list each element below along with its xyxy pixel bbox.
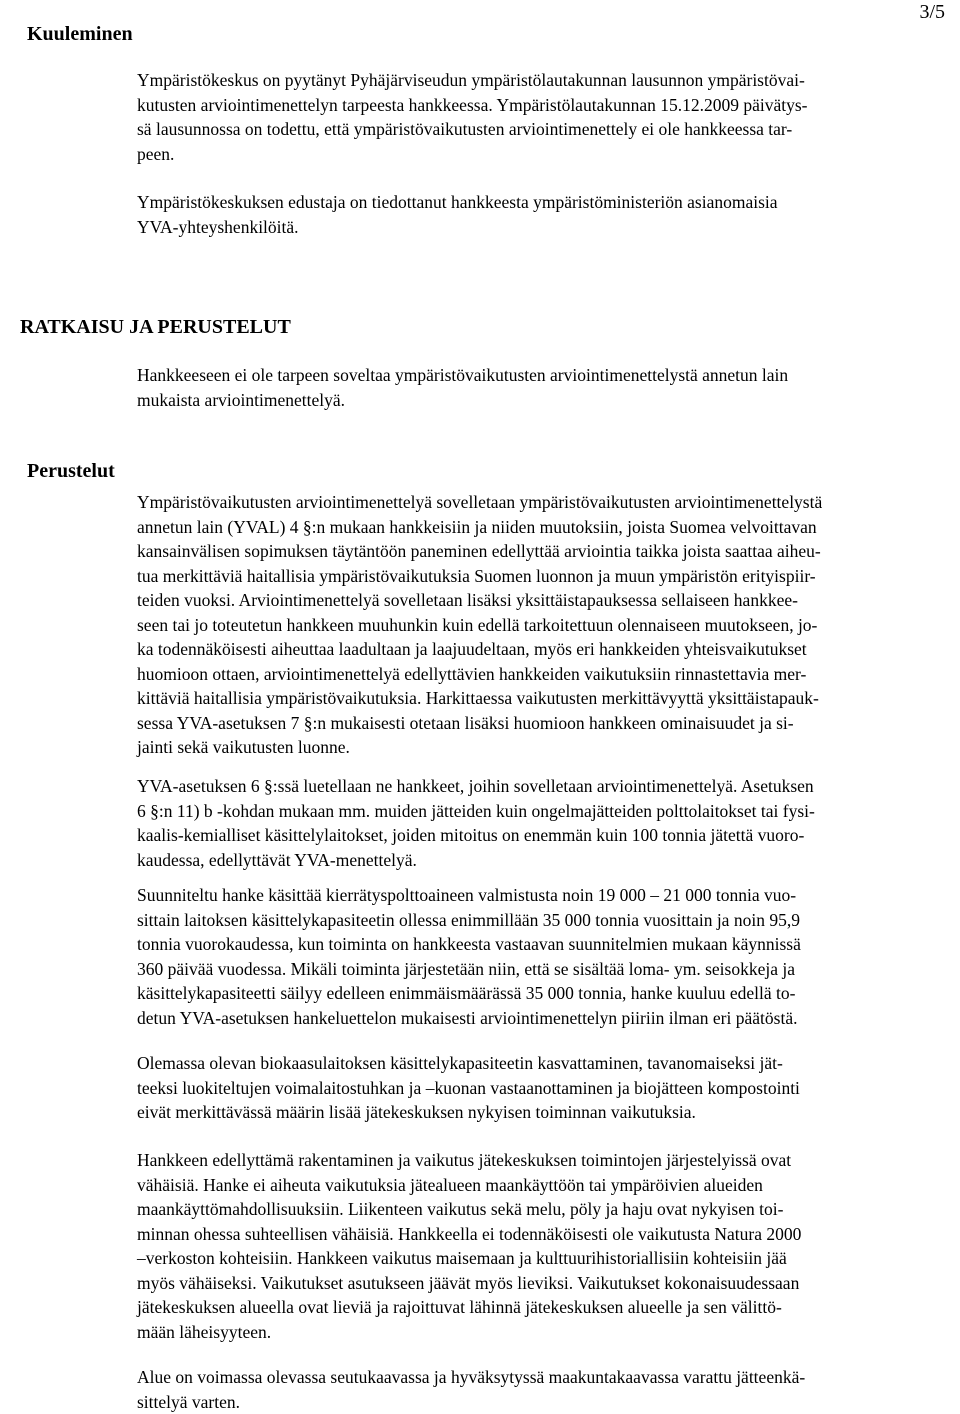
text-line: –verkoston kohteisiin. Hankkeen vaikutus maisemaan ja kulttuurihistoriallisiin kohteisiin jää xyxy=(137,1248,787,1268)
text-line: tua merkittäviä haitallisia ympäristövaikutuksia Suomen luonnon ja muun ympäristön erityispiir- xyxy=(137,565,816,586)
text-line: kansainvälisen sopimuksen täytäntöön paneminen edellyttää arviointia taikka joista saattaa aiheu- xyxy=(137,541,821,561)
text-line: jainti sekä vaikutusten luonne. xyxy=(137,737,350,757)
text-line: jätekeskuksen alueella ovat lieviä ja rajoittuvat lähinnä jätekeskuksen alueelle ja sen välittö- xyxy=(137,1297,782,1317)
text-line: Alue on voimassa olevassa seutukaavassa ja hyväksytyssä maakuntakaavassa varattu jätteenkä- xyxy=(137,1367,806,1387)
page-number: 3/5 xyxy=(919,1,945,23)
text-line: ka todennäköisesti aiheuttaa laadultaan ja laajuudeltaan, myös eri hankkeiden yhteisvaikutukset xyxy=(137,639,807,659)
text-line: eivät merkittävässä määrin lisää jätekeskuksen nykyisen toiminnan vaikutuksia. xyxy=(137,1102,696,1122)
text-line: 360 päivää vuodessa. Mikäli toiminta järjestetään niin, että se sisältää loma- ym. seisokkeja ja xyxy=(137,958,796,979)
text-line: YVA-asetuksen 6 §:ssä luetellaan ne hankkeet, joihin sovelletaan arviointimenettelyä. Asetuksen xyxy=(137,776,814,796)
text-line: vähäisiä. Hanke ei aiheuta vaikutuksia jätealueen maankäyttöön tai ympäröivien alueiden xyxy=(137,1174,763,1195)
text-line: mukaista arviointimenettelyä. xyxy=(137,389,345,410)
text-line: 6 §:n 11) b -kohdan mukaan mm. muiden jätteiden kuin ongelmajätteiden polttolaitokset tai fysi- xyxy=(137,800,815,821)
decision-heading: RATKAISU JA PERUSTELUT xyxy=(20,316,291,338)
text-line: teiden vuoksi. Arviointimenettelyä sovelletaan lisäksi yksittäistapauksessa sellaiseen hankkee- xyxy=(137,590,798,610)
text-line: Hankkeeseen ei ole tarpeen soveltaa ympäristövaikutusten arviointimenettelystä annetun lain xyxy=(137,365,789,385)
text-line: kaalis-kemialliset käsittelylaitokset, joiden mitoitus on enemmän kuin 100 tonnia jätettä vuoro- xyxy=(137,825,805,845)
text-line: mään läheisyyteen. xyxy=(137,1321,272,1342)
text-line: sä lausunnossa on todettu, että ympäristövaikutusten arviointimenettely ei ole hankkeessa tar- xyxy=(137,119,793,139)
text-line: kaudessa, edellyttävät YVA-menettelyä. xyxy=(137,849,417,870)
text-line: maankäyttömahdollisuuksiin. Liikenteen vaikutus sekä melu, pöly ja haju ovat nykyisen toi- xyxy=(137,1199,784,1219)
text-line: sittelyä varten. xyxy=(137,1391,241,1412)
text-line: kutusten arviointimenettelyn tarpeesta hankkeessa. Ympäristölautakunnan 15.12.2009 päivätys- xyxy=(137,94,808,115)
text-line: käsittelykapasiteetti säilyy edelleen enimmäismäärässä 35 000 tonnia, hanke kuuluu edellä to- xyxy=(137,983,796,1003)
text-line: sessa YVA-asetuksen 7 §:n mukaisesti otetaan lisäksi huomioon hankkeen ominaisuudet ja si- xyxy=(137,712,794,733)
text-line: peen. xyxy=(137,143,175,164)
text-line: kittäviä haitallisia ympäristövaikutuksia. Harkittaessa vaikutusten merkittävyyttä yksittäistapauk- xyxy=(137,688,819,708)
text-line: Hankkeen edellyttämä rakentaminen ja vaikutus jätekeskuksen toimintojen järjestelyissä ovat xyxy=(137,1150,792,1170)
text-line: annetun lain (YVAL) 4 §:n mukaan hankkeisiin ja niiden muutoksiin, joista Suomea velvoittavan xyxy=(137,516,817,537)
section-heading-kuuleminen: Kuuleminen xyxy=(27,23,133,45)
text-line: seen tai jo toteutetun hankkeen muuhunkin kuin edellä tarkoitettuun olennaiseen muutokseen, jo- xyxy=(137,614,818,635)
text-line: teeksi luokiteltujen voimalaitostuhkan ja –kuonan vastaanottaminen ja biojätteen kompostointi xyxy=(137,1077,800,1098)
text-line: Ympäristövaikutusten arviointimenettelyä sovelletaan ympäristövaikutusten arviointimenettelystä xyxy=(137,492,823,512)
reasons-heading: Perustelut xyxy=(27,460,115,482)
text-line: YVA-yhteyshenkilöitä. xyxy=(137,216,299,237)
text-line: Olemassa olevan biokaasulaitoksen käsittelykapasiteetin kasvattaminen, tavanomaiseksi jät- xyxy=(137,1053,783,1073)
text-line: Ympäristökeskus on pyytänyt Pyhäjärviseudun ympäristölautakunnan lausunnon ympäristövai- xyxy=(137,70,805,90)
text-line: Ympäristökeskuksen edustaja on tiedottanut hankkeesta ympäristöministeriön asianomaisia xyxy=(137,192,778,212)
text-line: Suunniteltu hanke käsittää kierrätyspolttoaineen valmistusta noin 19 000 – 21 000 tonnia vuo- xyxy=(137,885,797,905)
text-line: sittain laitoksen käsittelykapasiteetin ollessa enimmillään 35 000 tonnia vuosittain ja noin 95,9 xyxy=(137,909,800,930)
text-line: myös vähäiseksi. Vaikutukset asutukseen jäävät myös lieviksi. Vaikutukset kokonaisuudessaan xyxy=(137,1272,800,1293)
text-line: huomioon ottaen, arviointimenettelyä edellyttävien hankkeiden vaikutuksiin rinnastettavia mer- xyxy=(137,663,807,684)
text-line: tonnia vuorokaudessa, kun toiminta on hankkeesta vastaavan suunnitelmien mukaan käynnissä xyxy=(137,934,801,954)
text-line: minnan ohessa suhteellisen vähäisiä. Hankkeella ei todennäköisesti ole vaikutusta Natura 2000 xyxy=(137,1223,802,1244)
text-line: detun YVA-asetuksen hankeluettelon mukaisesti arviointimenettelyn piiriin ilman eri päätöstä. xyxy=(137,1007,798,1028)
